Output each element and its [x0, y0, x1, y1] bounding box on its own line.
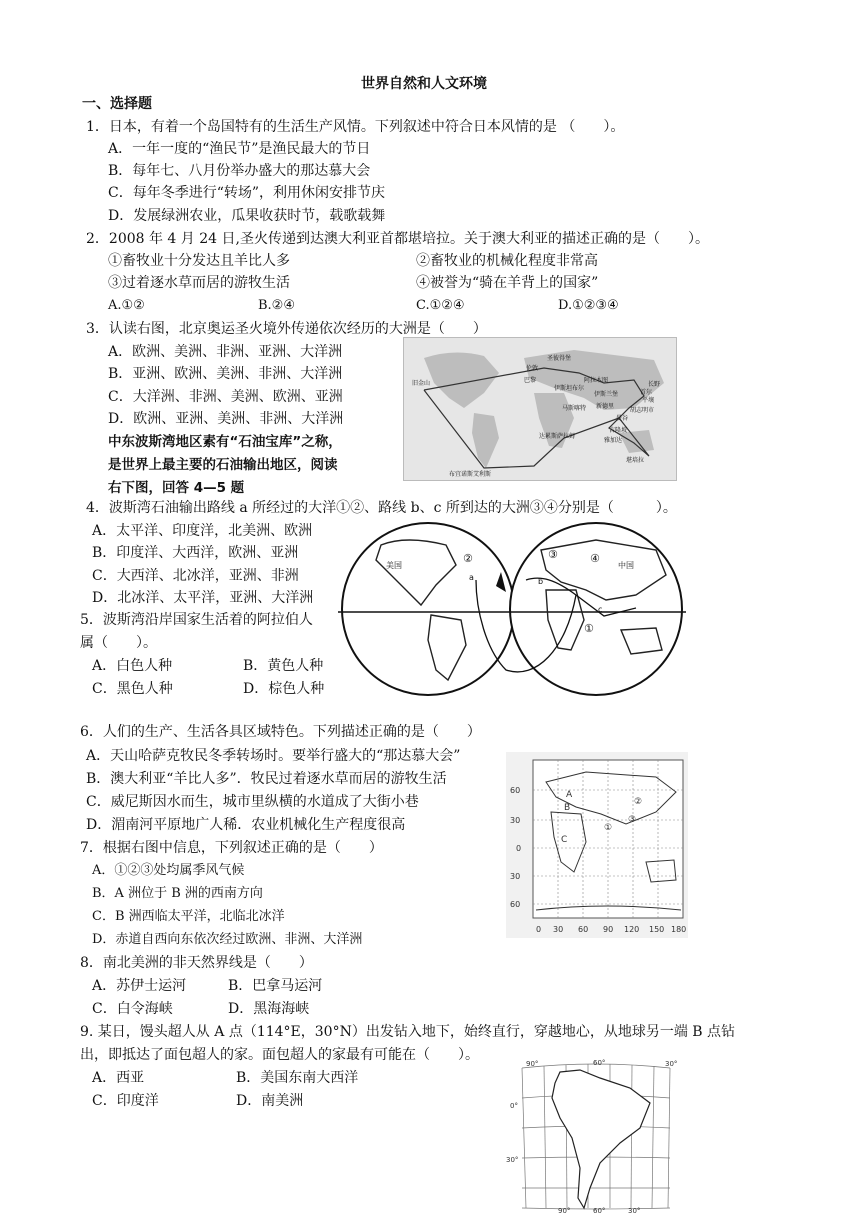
label-istanbul: 伊斯坦布尔	[554, 385, 585, 392]
q2-statement-3: ③过着逐水草而居的游牧生活	[108, 275, 290, 291]
q6-option-d: D．湄南河平原地广人稀．农业机械化生产程度很高	[86, 817, 406, 833]
q1-option-c: C．每年冬季进行“转场”，利用休闲安排节庆	[108, 185, 386, 201]
q2-option-a: A.①②	[108, 298, 145, 313]
q3-option-b: B．亚洲、欧洲、美洲、非洲、大洋洲	[108, 366, 343, 382]
label-china: 中国	[618, 561, 634, 570]
label-london: 伦敦	[526, 365, 539, 372]
label-point-3: ③	[628, 815, 637, 825]
intro45-line3: 右下图，回答 4—5 题	[108, 480, 245, 496]
label-point-1: ①	[604, 823, 613, 833]
label-usa: 美国	[386, 561, 402, 570]
q7-stem: 7．根据右图中信息，下列叙述正确的是（ ）	[80, 840, 383, 856]
label-bangkok: 曼谷	[616, 415, 629, 422]
q8-option-b: B．巴拿马运河	[228, 978, 323, 994]
label-continent-3: ③	[548, 548, 558, 561]
q2-option-c: C.①②④	[416, 298, 465, 313]
q2-statement-2: ②畜牧业的机械化程度非常高	[416, 253, 598, 269]
q8-option-a: A．苏伊士运河	[92, 978, 187, 994]
label-muscat: 马斯喀特	[562, 405, 587, 412]
q4-option-b: B．印度洋、大西洋，欧洲、亚洲	[92, 545, 299, 561]
hemispheres-oil-route-map	[336, 520, 688, 698]
q9-stem-line1: 9. 某日，馒头超人从 A 点（114°E，30°N）出发钻入地下，始终直行，穿越地心，从地球另一端 B 点钻	[80, 1024, 736, 1040]
label-nagano: 长野	[648, 381, 661, 388]
q6-option-a: A．天山哈萨克牧民冬季转场时。要举行盛大的“那达慕大会”	[86, 748, 461, 764]
label-seoul: 首尔	[640, 389, 653, 396]
q1-option-b: B．每年七、八月份举办盛大的那达慕大会	[108, 163, 371, 179]
q8-stem: 8．南北美洲的非天然界线是（ ）	[80, 955, 313, 971]
south-america-grid-map	[500, 1058, 690, 1214]
q3-option-d: D．欧洲、亚洲、美洲、非洲、大洋洲	[108, 411, 344, 427]
label-ocean-1: ①	[584, 622, 594, 635]
q9-option-a: A．西亚	[92, 1070, 145, 1086]
y-label-60n: 60	[510, 786, 521, 795]
grid-world-map	[506, 752, 688, 938]
q2-statement-1: ①畜牧业十分发达且羊比人多	[108, 253, 290, 269]
label-st-petersburg: 圣彼得堡	[547, 355, 572, 362]
q4-option-c: C．大西洋、北冰洋，亚洲、非洲	[92, 568, 299, 584]
top-label-60: 60°	[593, 1059, 606, 1067]
label-almaty: 阿拉木图	[584, 377, 609, 384]
intro45-line1: 中东波斯湾地区素有“石油宝库”之称，	[108, 434, 342, 450]
section-heading: 一、选择题	[82, 96, 152, 112]
q3-option-a: A．欧洲、美洲、非洲、亚洲、大洋洲	[108, 344, 343, 360]
x-label-120: 120	[624, 925, 640, 934]
label-san-francisco: 旧金山	[412, 380, 431, 387]
q1-option-d: D．发展绿洲农业，瓜果收获时节，载歌载舞	[108, 208, 386, 224]
label-route-a: a	[469, 573, 474, 582]
label-ho-chi-minh: 胡志明市	[630, 407, 655, 414]
q1-stem: 1．日本，有着一个岛国特有的生活生产风情。下列叙述中符合日本风情的是 （ ）。	[86, 119, 625, 135]
q7-option-d: D．赤道自西向东依次经过欧洲、非洲、大洋洲	[92, 932, 363, 947]
label-buenos-aires: 布宜诺斯艾利斯	[449, 471, 492, 478]
x-label-60: 60	[578, 925, 589, 934]
q9-option-b: B．美国东南大西洋	[236, 1070, 359, 1086]
q2-stem: 2．2008 年 4 月 24 日,圣火传递到达澳大利亚首都堪培拉。关于澳大利亚的描述正确的是（ ）。	[86, 231, 709, 247]
label-route-b: b	[538, 577, 544, 586]
label-islamabad: 伊斯兰堡	[594, 391, 619, 398]
q7-option-a: A．①②③处均属季风气候	[92, 863, 245, 878]
q6-option-b: B．澳大利亚“羊比人多”．牧民过着逐水草而居的游牧生活	[86, 771, 447, 787]
bottom-label-60: 60°	[593, 1207, 606, 1214]
q5-stem-line1: 5．波斯湾沿岸国家生活着的阿拉伯人	[80, 612, 313, 628]
label-canberra: 堪培拉	[626, 457, 645, 464]
q6-stem: 6．人们的生产、生活各具区域特色。下列描述正确的是（ ）	[80, 724, 481, 740]
q2-option-b: B.②④	[258, 298, 295, 313]
intro45-line2: 是世界上最主要的石油输出地区，阅读	[108, 457, 338, 473]
label-point-2: ②	[634, 797, 643, 807]
q5-stem-line2: 属（ ）。	[80, 635, 157, 651]
y-label-30n: 30	[510, 816, 521, 825]
q8-option-c: C．白令海峡	[92, 1001, 173, 1017]
q2-option-d: D.①②③④	[558, 298, 619, 313]
x-label-0: 0	[536, 925, 542, 934]
label-continent-b: B	[564, 803, 571, 813]
label-jakarta: 雅加达	[604, 437, 623, 444]
x-label-90: 90	[603, 925, 614, 934]
label-ocean-2: ②	[463, 552, 473, 565]
x-label-150: 150	[649, 925, 665, 934]
q9-option-c: C．印度洋	[92, 1093, 159, 1109]
x-label-30: 30	[553, 925, 564, 934]
side-label-0: 0°	[510, 1102, 518, 1110]
label-continent-c: C	[561, 835, 568, 845]
q9-stem-line2: 出，即抵达了面包超人的家。面包超人的家最有可能在（ ）。	[80, 1047, 479, 1063]
q8-option-d: D．黑海海峡	[228, 1001, 310, 1017]
q5-option-b: B．黄色人种	[243, 658, 324, 674]
label-dar-es-salaam: 达累斯萨拉姆	[539, 433, 576, 440]
q7-option-b: B．A 洲位于 B 洲的西南方向	[92, 886, 263, 901]
q5-option-a: A．白色人种	[92, 658, 173, 674]
q3-option-c: C．大洋洲、非洲、美洲、欧洲、亚洲	[108, 389, 343, 405]
q4-stem: 4．波斯湾石油输出路线 a 所经过的大洋①②、路线 b、c 所到达的大洲③④分别是（ ）。	[86, 500, 677, 516]
x-label-180: 180	[671, 925, 687, 934]
label-kuala-lumpur: 吉隆坡	[609, 427, 628, 434]
top-label-90: 90°	[526, 1060, 539, 1068]
q5-option-d: D．棕色人种	[243, 681, 325, 697]
label-continent-4: ④	[590, 552, 600, 565]
y-label-0: 0	[516, 844, 522, 853]
label-paris: 巴黎	[524, 377, 537, 384]
side-label-30: 30°	[506, 1156, 519, 1164]
q4-option-d: D．北冰洋、太平洋，亚洲、大洋洲	[92, 590, 314, 606]
label-pyongyang: 平壤	[642, 397, 655, 404]
q4-option-a: A．太平洋、印度洋，北美洲、欧洲	[92, 523, 313, 539]
q7-option-c: C．B 洲西临太平洋，北临北冰洋	[92, 909, 285, 924]
top-label-30: 30°	[665, 1060, 678, 1068]
label-route-c: c	[598, 605, 603, 614]
q3-stem: 3．认读右图，北京奥运圣火境外传递依次经历的大洲是（ ）	[86, 321, 487, 337]
bottom-label-30: 30°	[628, 1207, 641, 1214]
q5-option-c: C．黑色人种	[92, 681, 173, 697]
label-new-delhi: 新德里	[596, 403, 615, 410]
q2-statement-4: ④被誉为“骑在羊背上的国家”	[416, 275, 599, 291]
label-continent-a: A	[566, 790, 573, 800]
q9-option-d: D．南美洲	[236, 1093, 304, 1109]
q6-option-c: C．威尼斯因水而生，城市里纵横的水道成了大街小巷	[86, 794, 419, 810]
page-title: 世界自然和人文环境	[361, 76, 487, 92]
y-label-30s: 30	[510, 872, 521, 881]
q1-option-a: A．一年一度的“渔民节”是渔民最大的节日	[108, 141, 371, 157]
y-label-60s: 60	[510, 900, 521, 909]
bottom-label-90: 90°	[558, 1207, 571, 1214]
torch-relay-map	[403, 337, 677, 481]
